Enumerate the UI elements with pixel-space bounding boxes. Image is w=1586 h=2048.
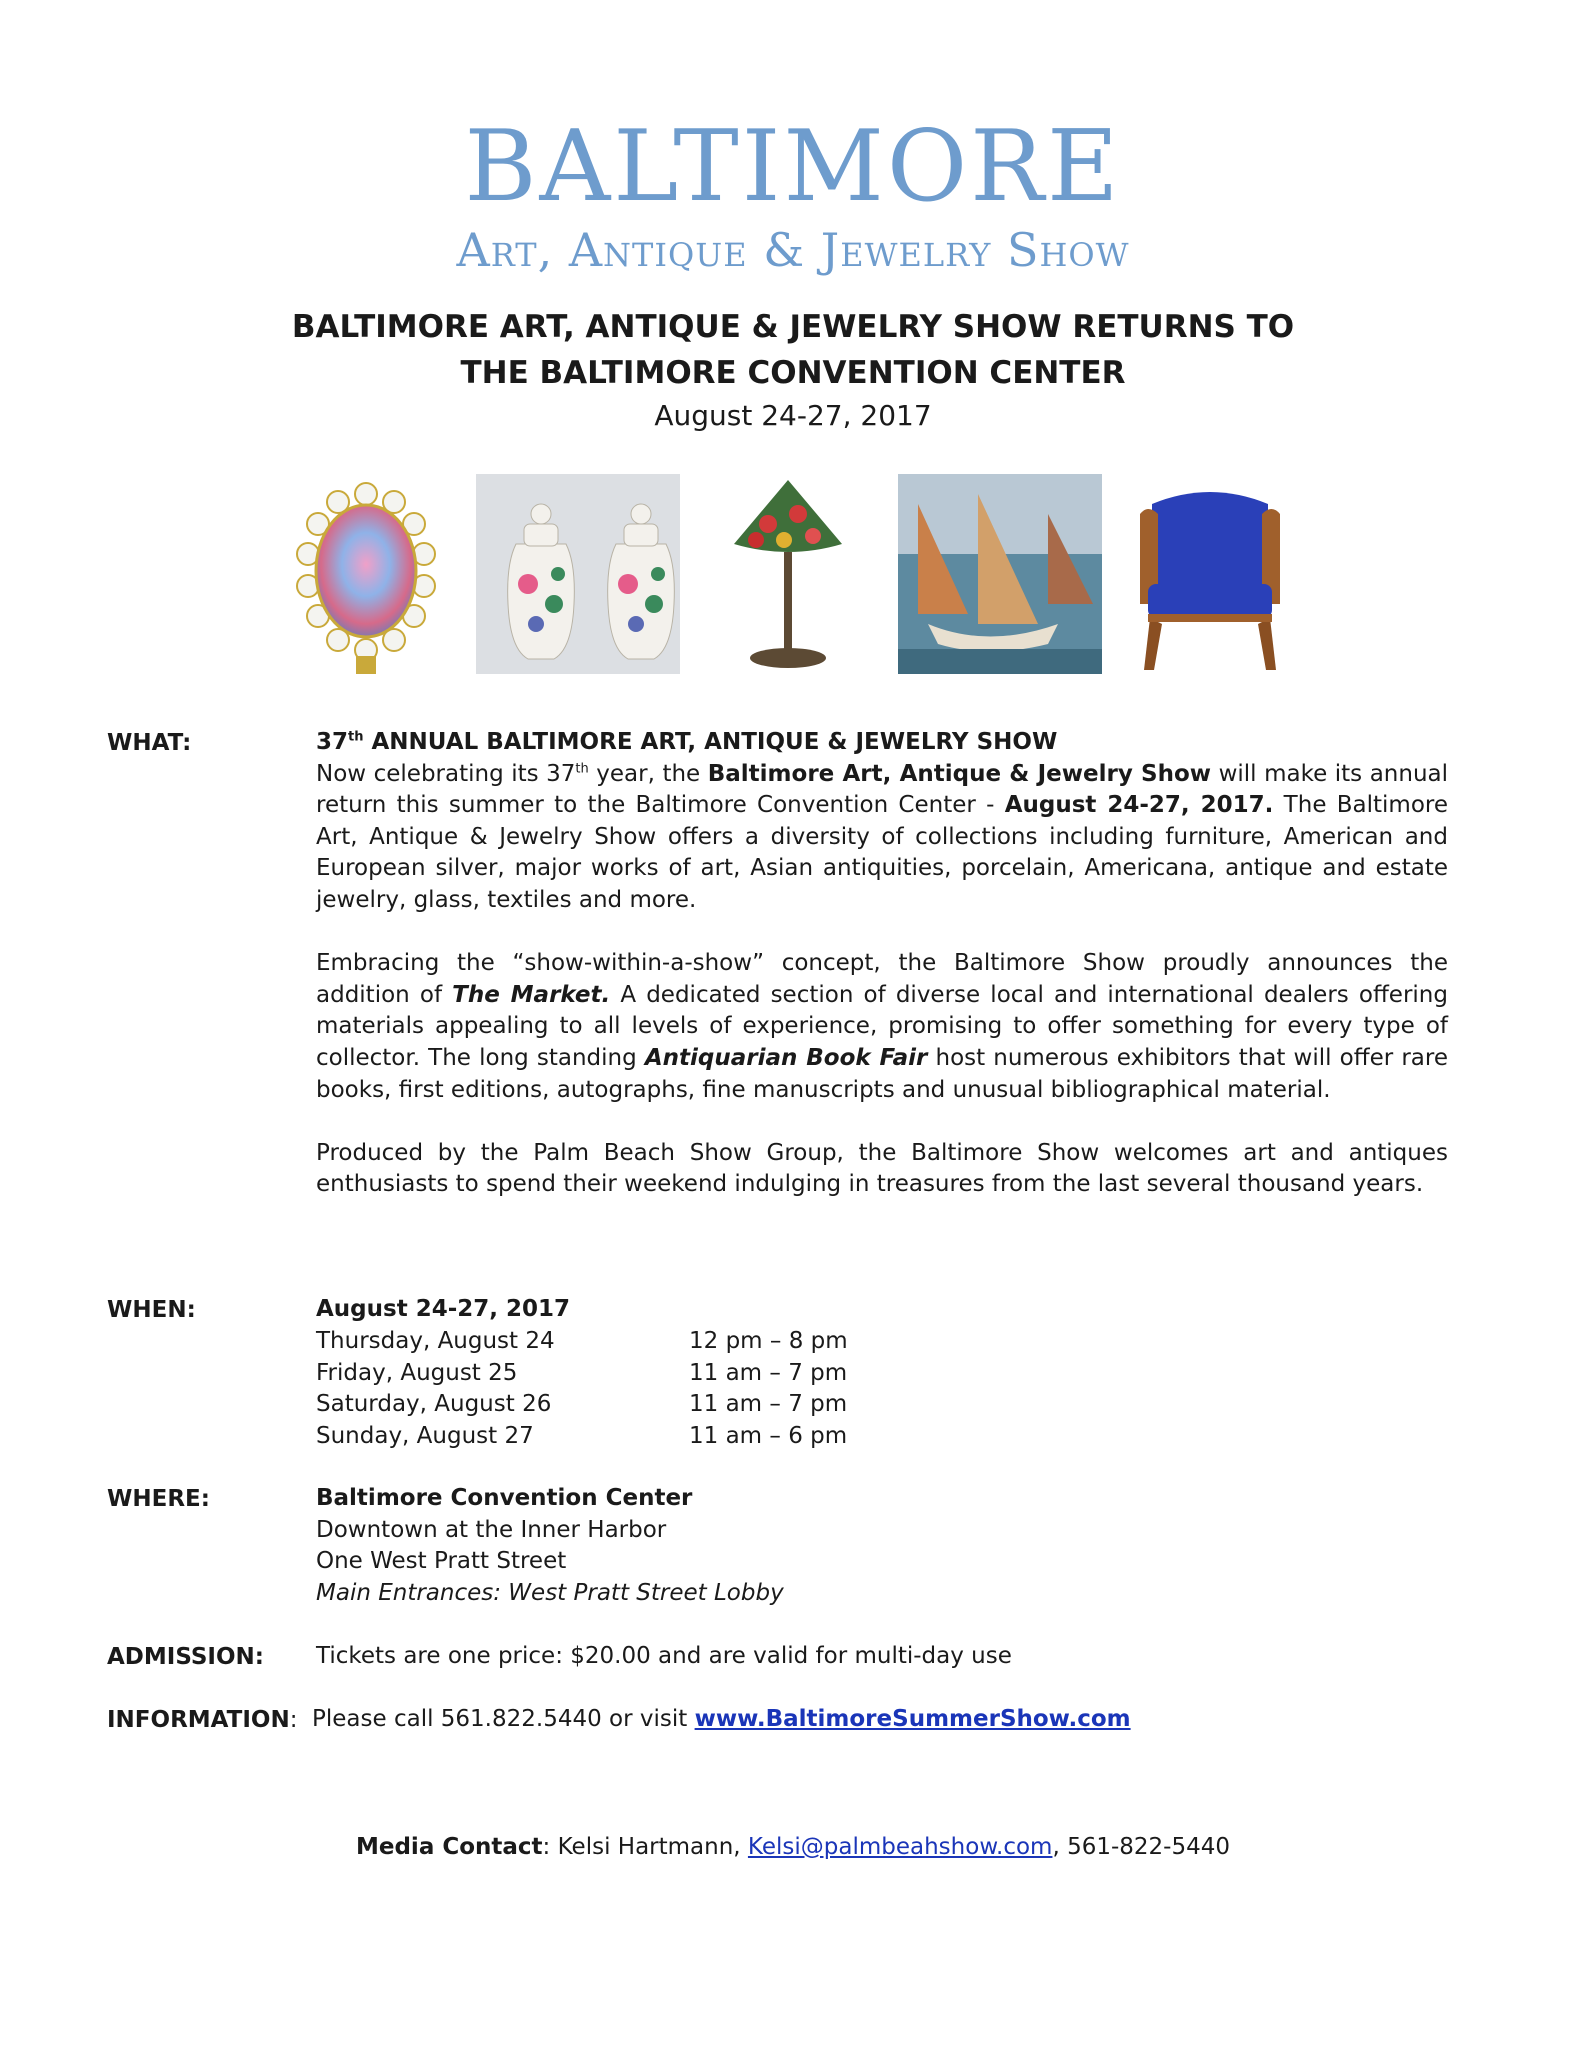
media-email-link[interactable]: Kelsi@palmbeahshow.com xyxy=(747,1834,1053,1860)
headline-line-2: THE BALTIMORE CONVENTION CENTER xyxy=(460,355,1126,391)
website-link[interactable]: www.BaltimoreSummerShow.com xyxy=(694,1706,1131,1732)
harbor-painting-image xyxy=(898,474,1102,674)
what-section xyxy=(316,727,1448,1201)
headline-dates: August 24-27, 2017 xyxy=(654,399,932,432)
venue-entrances: Main Entrances: West Pratt Street Lobby xyxy=(316,1579,784,1606)
porcelain-vases-image xyxy=(476,474,680,674)
information-text: Please call 561.822.5440 or visit xyxy=(312,1706,695,1732)
headline-line-1: BALTIMORE ART, ANTIQUE & JEWELRY SHOW RETURNS TO xyxy=(291,309,1295,345)
what-label: WHAT: xyxy=(107,730,192,756)
media-phone: , 561-822-5440 xyxy=(1052,1834,1231,1860)
when-label: WHEN: xyxy=(107,1297,196,1323)
what-paragraph-3: Produced by the Palm Beach Show Group, the Baltimore Show welcomes art and antiques enthusiasts to spend their weekend indulging in treasures from the last several thousand years. xyxy=(316,1139,1448,1198)
lamp-image xyxy=(718,474,858,674)
venue-name: Baltimore Convention Center xyxy=(316,1485,693,1511)
venue-line-2: One West Pratt Street xyxy=(316,1548,567,1575)
opal-ring-image xyxy=(286,474,446,674)
schedule-table xyxy=(316,1326,916,1452)
schedule-row: Thursday, August 24 12 pm – 8 pm xyxy=(316,1328,848,1354)
media-contact-label: Media Contact xyxy=(355,1834,543,1860)
venue-line-1: Downtown at the Inner Harbor xyxy=(316,1516,667,1543)
when-title: August 24-27, 2017 xyxy=(316,1296,571,1322)
where-label: WHERE: xyxy=(107,1486,210,1512)
schedule-row: Friday, August 25 11 am – 7 pm xyxy=(316,1359,848,1386)
admission-label: ADMISSION: xyxy=(107,1644,264,1670)
armchair-image xyxy=(1118,474,1302,674)
logo-title: BALTIMORE xyxy=(464,110,1122,224)
what-title: 37th ANNUAL BALTIMORE ART, ANTIQUE & JEWELRY SHOW xyxy=(316,729,1058,755)
information-label: INFORMATION: xyxy=(107,1707,298,1733)
schedule-row: Saturday, August 26 11 am – 7 pm xyxy=(316,1391,848,1418)
media-contact-line: Media Contact: Kelsi Hartmann, Kelsi@palmbeahshow.com, 561-822-5440 xyxy=(355,1834,1231,1860)
admission-text: Tickets are one price: $20.00 and are valid for multi-day use xyxy=(316,1643,1012,1669)
schedule-row: Sunday, August 27 11 am – 6 pm xyxy=(316,1422,848,1449)
what-paragraph-2: Embracing the “show-within-a-show” concept, the Baltimore Show proudly announces the addition of The Market. A dedicated section of diverse local and international dealers offering materials appealing to all levels of experience, promising to offer something for every type of collector. The long standing Antiquarian Book Fair host numerous exhibitors that will offer rare books, first editions, autographs, fine manuscripts and unusual bibliographical material. xyxy=(316,950,1449,1103)
where-section xyxy=(316,1483,1448,1609)
information-line xyxy=(312,1704,1444,1736)
logo-subtitle: Art, Antique & Jewelry Show xyxy=(456,223,1130,277)
what-paragraph-1: Now celebrating its 37th year, the Baltimore Art, Antique & Jewelry Show will make its annual return this summer to the Baltimore Convention Center - August 24-27, 2017. The Baltimore Art, Antique & Jewelry Show offers a diversity of collections including furniture, American and European silver, major works of art, Asian antiquities, porcelain, Americana, antique and estate jewelry, glass, textiles and more. xyxy=(316,760,1449,913)
